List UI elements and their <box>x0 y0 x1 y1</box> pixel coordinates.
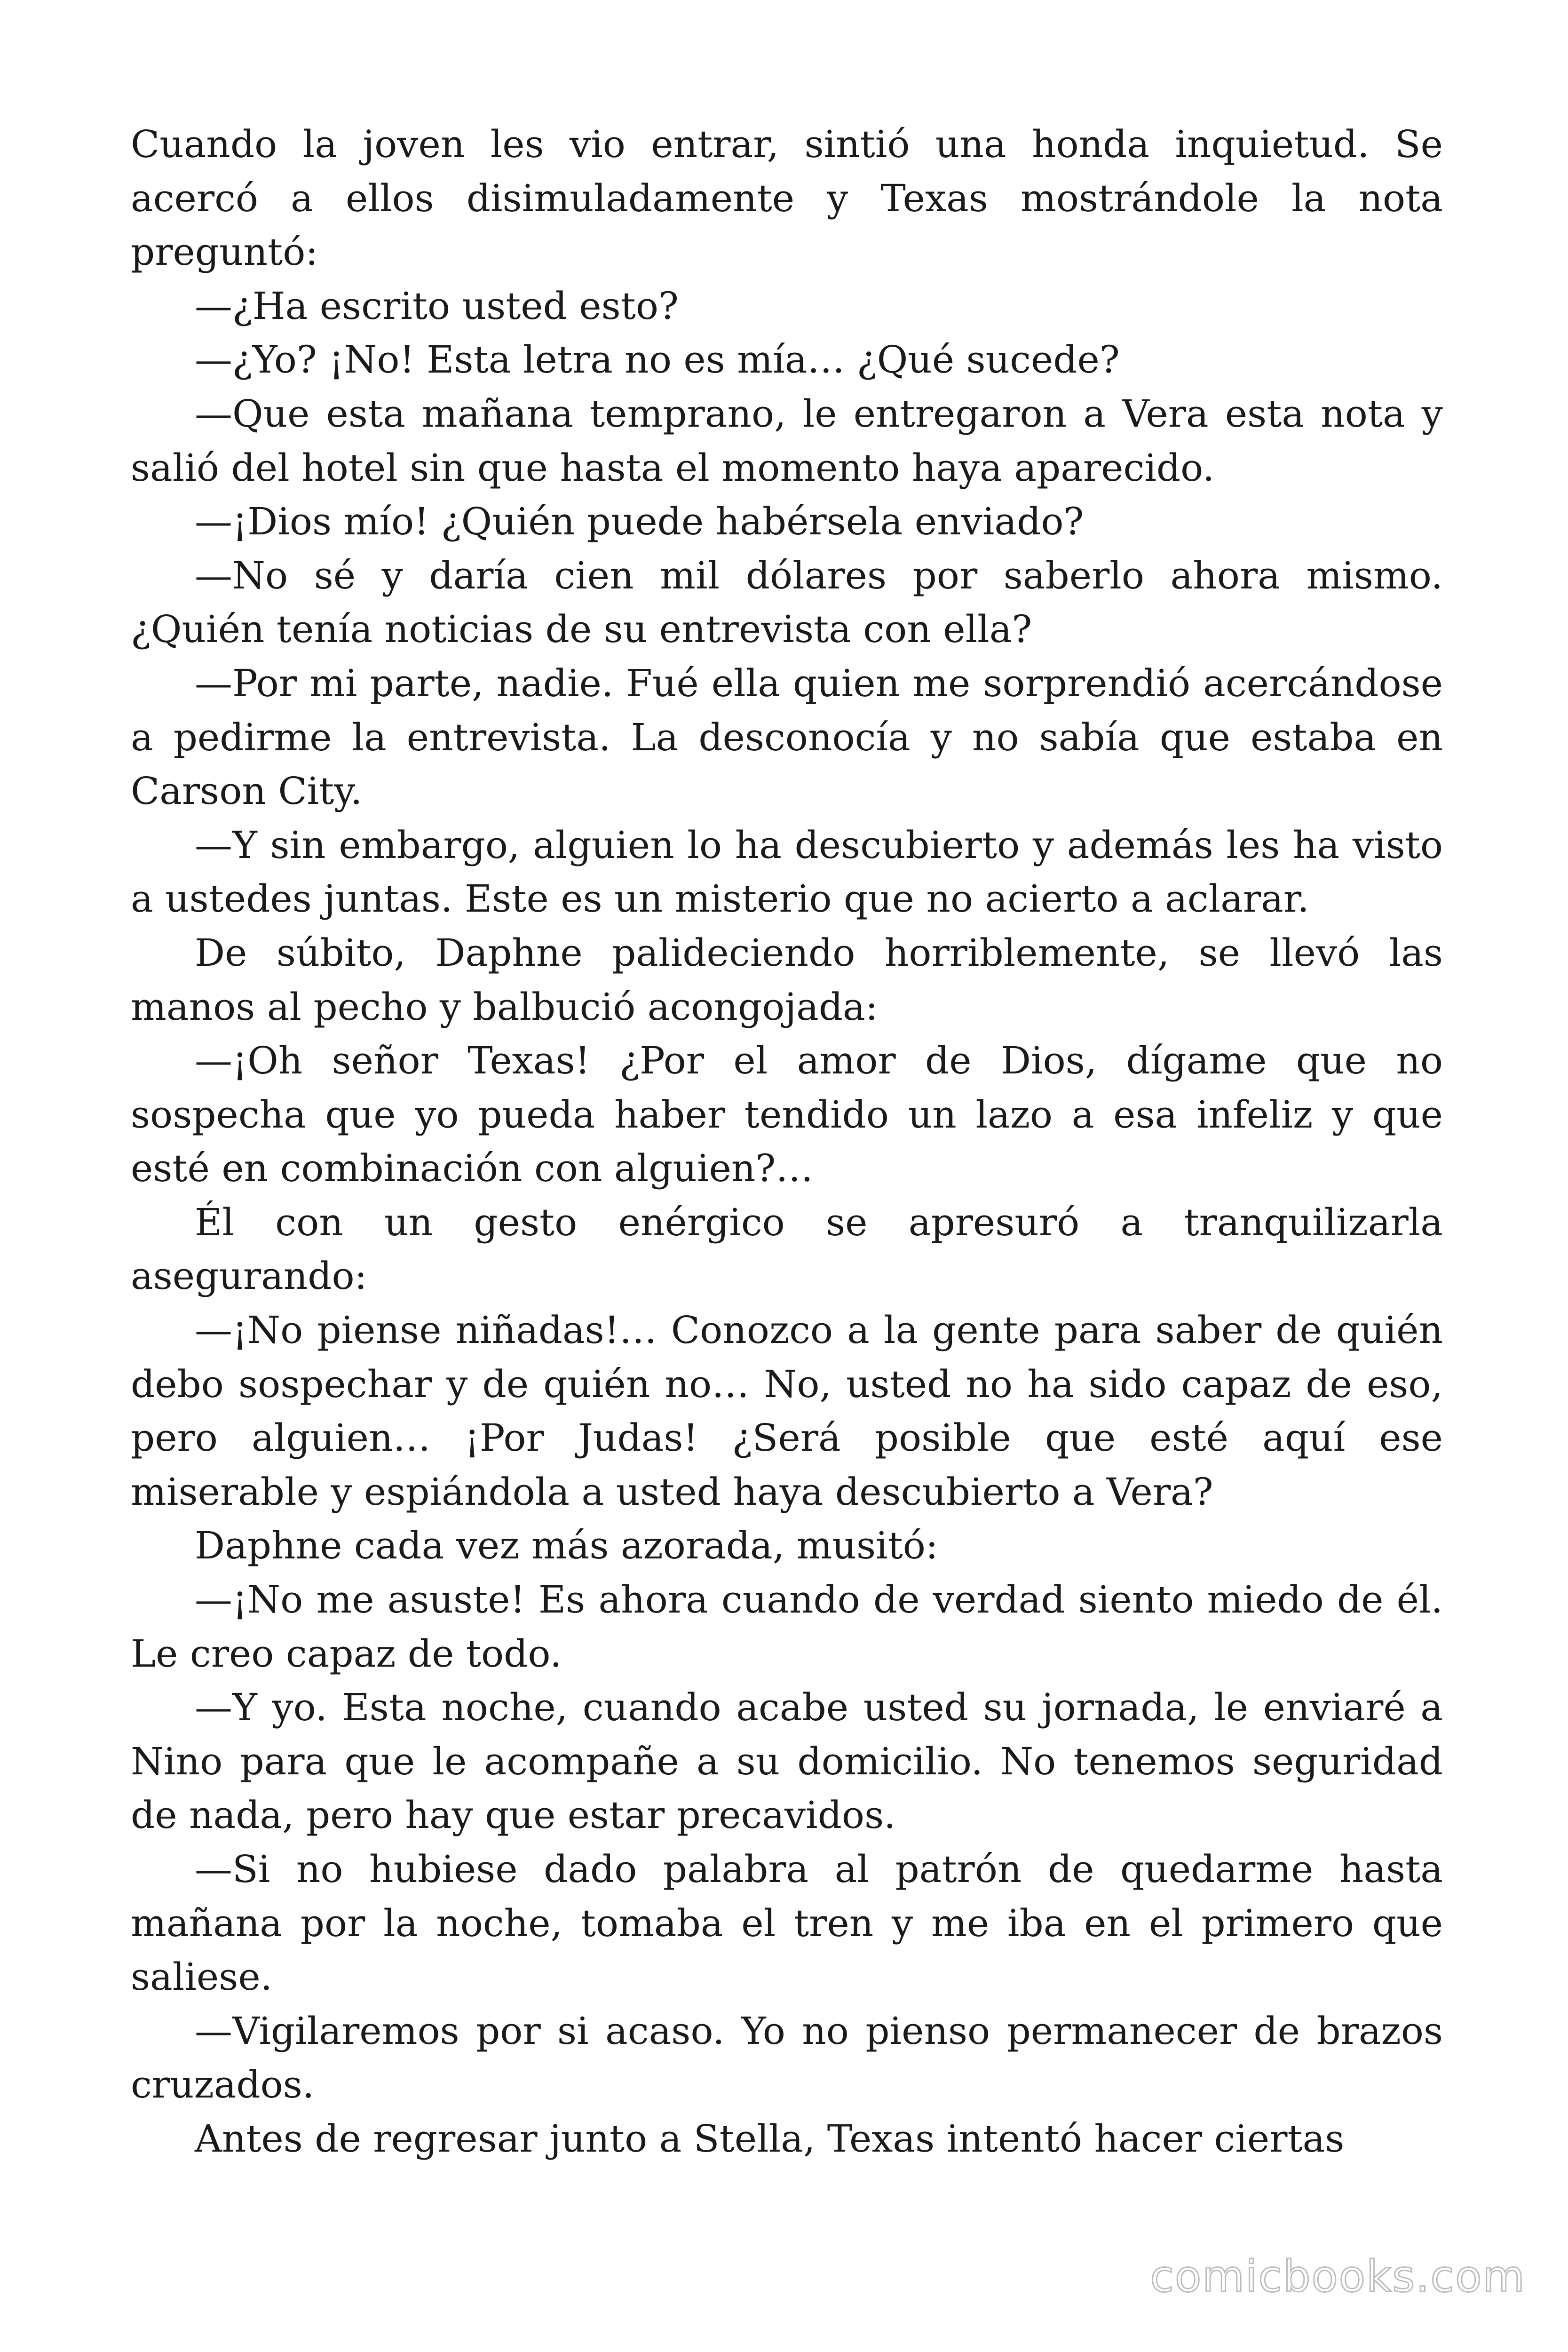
paragraph: De súbito, Daphne palideciendo horriblemente, se llevó las manos al pecho y balbució acongojada: <box>131 930 1443 1029</box>
paragraph: —¿Yo? ¡No! Esta letra no es mía… ¿Qué sucede? <box>195 338 1120 382</box>
paragraph: —¿Ha escrito usted esto? <box>195 284 679 328</box>
watermark: comicbooks.com <box>1150 2251 1526 2302</box>
paragraph: Daphne cada vez más azorada, musitó: <box>195 1524 938 1568</box>
paragraph: —¡No piense niñadas!… Conozco a la gente para saber de quién debo sospechar y de quién no… No, usted no ha sido capaz de eso, pero alguien… ¡Por Judas! ¿Será posible que esté aquí ese miserable y espiándola a usted haya descubierto a Vera? <box>131 1308 1443 1514</box>
paragraph: —¡Oh señor Texas! ¿Por el amor de Dios, dígame que no sospecha que yo pueda haber tendido un lazo a esa infeliz y que esté en combinación con alguien?… <box>131 1039 1443 1191</box>
paragraph: Él con un gesto enérgico se apresuró a tranquilizarla asegurando: <box>131 1200 1443 1298</box>
paragraph: —¡Dios mío! ¿Quién puede habérsela enviado? <box>195 500 1084 544</box>
paragraph: —No sé y daría cien mil dólares por saberlo ahora mismo. ¿Quién tenía noticias de su entrevista con ella? <box>131 553 1443 652</box>
paragraph: —Y yo. Esta noche, cuando acabe usted su jornada, le enviaré a Nino para que le acompañe a su domicilio. No tenemos seguridad de nada, pero hay que estar precavidos. <box>131 1685 1443 1837</box>
paragraph: —Por mi parte, nadie. Fué ella quien me sorprendió acercándose a pedirme la entrevista. La desconocía y no sabía que estaba en Carson City. <box>131 661 1443 813</box>
paragraph: —¡No me asuste! Es ahora cuando de verdad siento miedo de él. Le creo capaz de todo. <box>131 1578 1443 1676</box>
paragraph: Cuando la joven les vio entrar, sintió una honda inquietud. Se acercó a ellos disimuladamente y Texas mostrándole la nota preguntó: <box>131 122 1443 274</box>
paragraph: —Vigilaremos por si acaso. Yo no pienso permanecer de brazos cruzados. <box>131 2009 1443 2107</box>
paragraph: —Y sin embargo, alguien lo ha descubierto y además les ha visto a ustedes juntas. Este es un misterio que no acierto a aclarar. <box>131 823 1443 921</box>
paragraph: —Si no hubiese dado palabra al patrón de quedarme hasta mañana por la noche, tomaba el tren y me iba en el primero que saliese. <box>131 1847 1443 1999</box>
page-text <box>131 118 1443 2166</box>
paragraph: Antes de regresar junto a Stella, Texas intentó hacer ciertas <box>195 2116 1345 2161</box>
paragraph: —Que esta mañana temprano, le entregaron a Vera esta nota y salió del hotel sin que hasta el momento haya aparecido. <box>131 391 1443 490</box>
